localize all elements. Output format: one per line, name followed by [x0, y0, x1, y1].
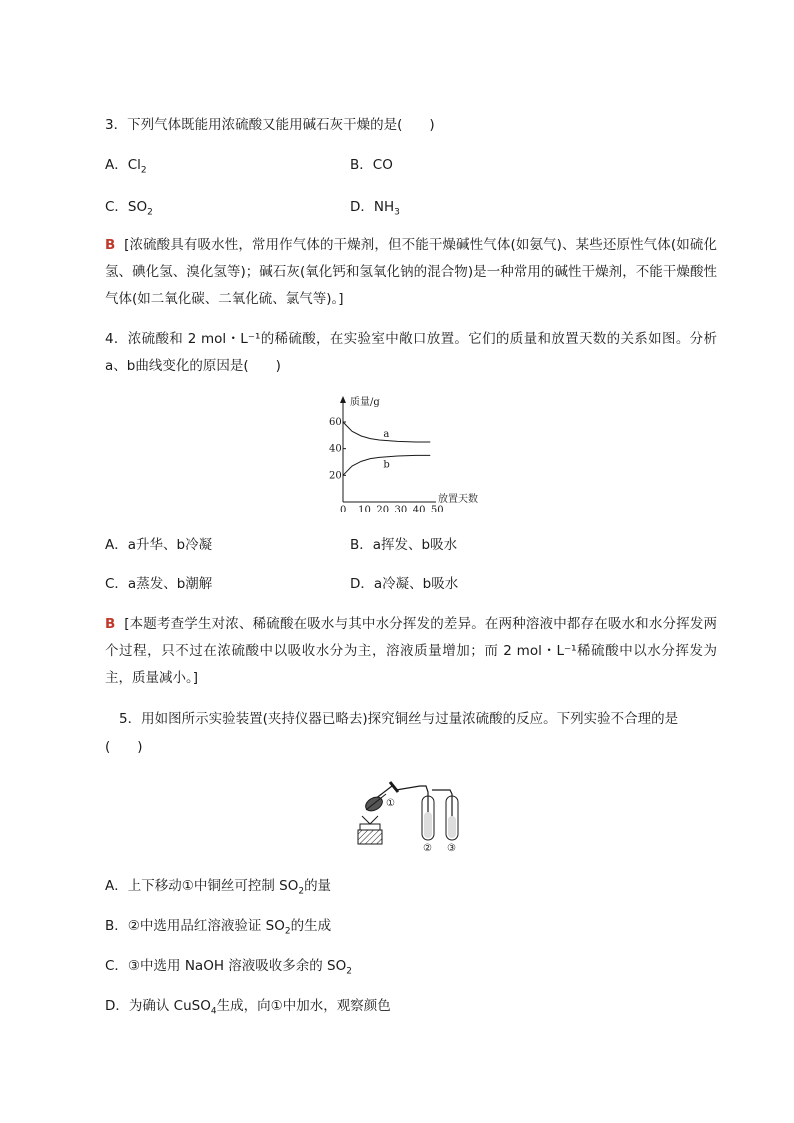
apparatus-figure [352, 772, 472, 852]
label-1: ① [386, 798, 395, 809]
q4-stem: 4．浓硫酸和 2 mol・L⁻¹的稀硫酸，在实验室中敞口放置。它们的质量和放置天数的关系如图。分析a、b曲线变化的原因是( ) [105, 331, 717, 374]
q4-option-d: D．a冷凝、b吸水 [350, 576, 459, 592]
burner [360, 824, 380, 830]
q5-stem-paren: ( ) [105, 739, 143, 755]
x-tick-label: 50 [430, 505, 444, 512]
q3-explanation: B [浓硫酸具有吸水性，常用作气体的干燥剂，但不能干燥碱性气体(如氨气)、某些还原性气体(如硫化氢、碘化氢、溴化氢等)；碱石灰(氧化钙和氢氧化钠的混合物)是一种常用的碱性干燥剂，不能干燥酸性气体(如二氧化碳、二氧化硫、氯气等)。] [105, 237, 717, 307]
q5-stem: 5．用如图所示实验装置(夹持仪器已略去)探究铜丝与过量浓硫酸的反应。下列实验不合理的是 [119, 711, 679, 727]
x-tick-label: 0 [340, 505, 347, 512]
q3-answer: B [105, 237, 116, 253]
q3-option-d: D．$NH_3$ [350, 199, 400, 218]
y-tick-label: 60 [329, 417, 342, 428]
q3-stem: 3．下列气体既能用浓硫酸又能用碱石灰干燥的是( ) [105, 117, 435, 133]
mass-days-chart [318, 392, 498, 512]
q5-option-d: D．为确认 CuSO$_4$生成，向①中加水，观察颜色 [105, 998, 391, 1017]
q4-option-c: C．a蒸发、b潮解 [105, 576, 213, 592]
q3-option-c: C．$SO_2$ [105, 199, 153, 218]
q5-option-a: A．上下移动①中铜丝可控制 $SO_2$的量 [105, 878, 332, 897]
y-tick-label: 20 [329, 470, 342, 482]
delivery-tube-1 [396, 786, 428, 832]
stand [358, 830, 382, 844]
x-tick-label: 20 [376, 505, 390, 512]
q3-option-b: B．CO [350, 157, 393, 173]
series-b-label: b [383, 459, 390, 471]
q5-option-c: C．③中选用 NaOH 溶液吸收多余的 $SO_2$ [105, 958, 352, 977]
x-tick-label: 10 [358, 505, 371, 512]
q4-explanation: B [本题考查学生对浓、稀硫酸在吸水与其中水分挥发的差异。在两种溶液中都存在吸水和水分挥发两个过程，只不过在浓硫酸中以吸收水分为主，溶液质量增加；而 2 mol・L⁻¹稀硫酸中以水分挥发为主，质量减小。] [105, 616, 718, 686]
flame [362, 816, 378, 824]
q4-option-b: B．a挥发、b吸水 [350, 537, 458, 553]
y-tick-label: 40 [329, 443, 342, 455]
x-tick-label: 40 [412, 505, 426, 512]
label-3: ③ [447, 843, 456, 852]
q5-option-b: B．②中选用品红溶液验证 $SO_2$的生成 [105, 918, 332, 937]
label-2: ② [423, 843, 432, 852]
q4-answer: B [105, 616, 116, 632]
chart-xlabel: 放置天数 [438, 494, 478, 505]
chart-ylabel: 质量/g [350, 397, 380, 408]
x-tick-label: 30 [394, 505, 408, 512]
q3-option-a: A．$Cl_2$ [105, 157, 147, 176]
series-a-label: a [383, 429, 390, 440]
q4-option-a: A．a升华、b冷凝 [105, 537, 213, 553]
